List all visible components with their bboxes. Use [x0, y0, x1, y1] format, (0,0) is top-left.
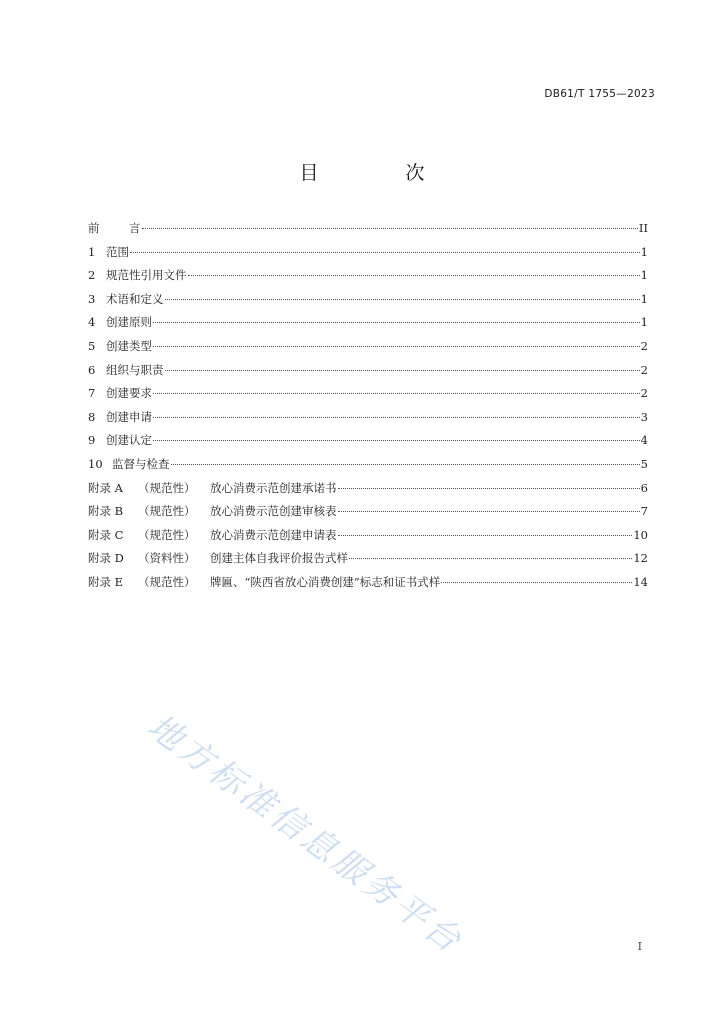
toc-entry-number: 1: [88, 244, 96, 259]
toc-entry-page: 1: [640, 244, 648, 259]
toc-entry-category: （规范性）: [138, 574, 196, 589]
toc-entry-label: 创建主体自我评价报告式样: [210, 551, 348, 566]
toc-entry-label: 术语和定义: [106, 291, 164, 306]
toc-dot-leader: [165, 370, 640, 371]
toc-entry-label: 创建类型: [106, 338, 152, 353]
toc-entry-category: （规范性）: [138, 504, 196, 519]
toc-entry-page: 5: [640, 456, 648, 471]
toc-dot-leader: [153, 417, 640, 418]
toc-entry[interactable]: [88, 338, 648, 362]
toc-entry-number: 4: [88, 315, 96, 330]
toc-dot-leader: [153, 346, 640, 347]
toc-entry-page: 4: [640, 433, 648, 448]
toc-entry-label: 创建原则: [106, 315, 152, 330]
toc-entry[interactable]: [88, 291, 648, 315]
toc-entry-number: 5: [88, 338, 96, 353]
toc-dot-leader: [153, 440, 640, 441]
page-title: 目 次: [299, 162, 459, 184]
toc-dot-leader: [188, 275, 640, 276]
toc-entry-page: 1: [640, 315, 648, 330]
toc-entry-page: 3: [640, 409, 648, 424]
toc-entry-label: 放心消费示范创建申请表: [210, 527, 337, 542]
toc-entry-number: 10: [88, 456, 103, 471]
toc-entry-page: 14: [633, 574, 648, 589]
toc-entry-label: 组织与职责: [106, 362, 164, 377]
toc-entry-page: 1: [640, 291, 648, 306]
toc-entry[interactable]: [88, 220, 648, 244]
toc-entry-label: 范围: [106, 244, 129, 259]
table-of-contents: [88, 220, 648, 598]
toc-entry-page: 6: [640, 480, 648, 495]
toc-entry-number: 6: [88, 362, 96, 377]
toc-dot-leader: [338, 511, 640, 512]
toc-entry-label: 监督与检查: [112, 456, 170, 471]
toc-entry-label: 牌匾、“陕西省放心消费创建”标志和证书式样: [210, 574, 441, 589]
toc-entry-label: 规范性引用文件: [106, 268, 187, 283]
document-code: DB61/T 1755—2023: [544, 88, 655, 100]
toc-entry-page: II: [638, 221, 648, 235]
toc-dot-leader: [338, 535, 633, 536]
toc-entry-label: 放心消费示范创建承诺书: [210, 480, 337, 495]
toc-entry-label: 创建认定: [106, 433, 152, 448]
toc-entry-number: 附录 B: [88, 504, 124, 519]
toc-entry[interactable]: [88, 574, 648, 598]
toc-entry-category: （资料性）: [138, 551, 196, 566]
toc-entry-number: 3: [88, 291, 96, 306]
toc-entry-page: 10: [633, 527, 648, 542]
toc-entry-number: 附录 E: [88, 574, 124, 589]
toc-entry-label: 放心消费示范创建审核表: [210, 504, 337, 519]
watermark: 地方标准信息服务平台: [139, 706, 471, 963]
toc-entry[interactable]: [88, 244, 648, 268]
toc-entry[interactable]: [88, 480, 648, 504]
toc-entry[interactable]: [88, 456, 648, 480]
toc-entry-label: 创建申请: [106, 409, 152, 424]
toc-entry[interactable]: [88, 385, 648, 409]
toc-entry-category: （规范性）: [138, 480, 196, 495]
toc-entry-number: 附录 A: [88, 480, 123, 495]
toc-dot-leader: [153, 393, 640, 394]
toc-entry-number: 7: [88, 386, 96, 401]
toc-entry[interactable]: [88, 267, 648, 291]
toc-entry-label: 创建要求: [106, 386, 152, 401]
toc-entry[interactable]: [88, 432, 648, 456]
toc-entry[interactable]: [88, 527, 648, 551]
toc-dot-leader: [171, 464, 640, 465]
toc-dot-leader: [338, 488, 640, 489]
toc-dot-leader: [165, 299, 640, 300]
toc-entry[interactable]: [88, 503, 648, 527]
toc-entry-number: 前: [88, 221, 100, 235]
toc-entry-label: 言: [106, 221, 141, 235]
toc-entry[interactable]: [88, 314, 648, 338]
toc-entry-page: 2: [640, 338, 648, 353]
toc-entry-number: 9: [88, 433, 96, 448]
toc-entry-number: 附录 C: [88, 527, 124, 542]
toc-entry[interactable]: [88, 409, 648, 433]
toc-dot-leader: [153, 322, 640, 323]
page-number: I: [637, 940, 642, 953]
toc-entry-page: 12: [633, 551, 648, 566]
toc-entry-page: 2: [640, 362, 648, 377]
toc-entry-page: 2: [640, 386, 648, 401]
toc-entry-category: （规范性）: [138, 527, 196, 542]
toc-entry-page: 7: [640, 504, 648, 519]
toc-entry-number: 8: [88, 409, 96, 424]
toc-entry[interactable]: [88, 362, 648, 386]
toc-dot-leader: [142, 228, 638, 229]
toc-entry[interactable]: [88, 550, 648, 574]
toc-entry-page: 1: [640, 268, 648, 283]
toc-entry-number: 附录 D: [88, 551, 124, 566]
toc-entry-number: 2: [88, 268, 96, 283]
toc-dot-leader: [441, 582, 632, 583]
toc-dot-leader: [130, 252, 640, 253]
toc-dot-leader: [349, 558, 632, 559]
